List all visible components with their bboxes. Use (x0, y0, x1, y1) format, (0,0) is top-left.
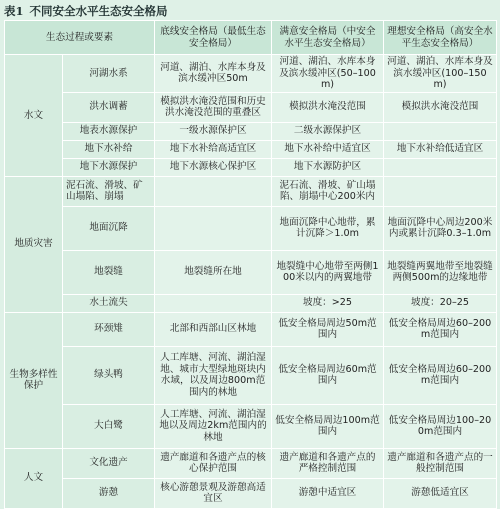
value-cell: 模拟洪水淹没范围 (272, 92, 384, 122)
factor-cell: 游憩 (63, 478, 155, 508)
table-caption-title: 不同安全水平生态安全格局 (29, 4, 168, 18)
value-cell (155, 294, 272, 312)
header-ideal: 理想安全格局（高安全水平生态安全格局） (384, 21, 497, 55)
table-row (5, 55, 497, 93)
value-cell: 地裂缝所在地 (155, 250, 272, 294)
value-cell: 地面沉降中心地带，累计沉降＞1.0m (272, 206, 384, 250)
value-cell (155, 176, 272, 206)
table-row (5, 250, 497, 294)
factor-cell: 河湖水系 (63, 55, 155, 93)
table-row (5, 176, 497, 206)
value-cell: 低安全格局周边60–200m范围内 (384, 346, 497, 404)
value-cell: 遗产廊道和各遗产点的核心保护范围 (155, 448, 272, 478)
value-cell (384, 176, 497, 206)
table-row (5, 158, 497, 176)
value-cell: 坡度：>25 (272, 294, 384, 312)
value-cell: 地裂缝中心地带至两侧100米以内的两翼地带 (272, 250, 384, 294)
factor-cell: 地下水源保护 (63, 158, 155, 176)
value-cell (155, 206, 272, 250)
value-cell: 地下水源核心保护区 (155, 158, 272, 176)
factor-cell: 文化遗产 (63, 448, 155, 478)
table-caption (4, 4, 496, 20)
value-cell: 低安全格局周边100–200m范围内 (384, 404, 497, 448)
value-cell: 游憩中适宜区 (272, 478, 384, 508)
category-cell: 水文 (5, 55, 63, 177)
table-row (5, 312, 497, 346)
header-baseline: 底线安全格局（最低生态安全格局） (155, 21, 272, 55)
header-factor: 生态过程或要素 (5, 21, 155, 55)
table-header-row (5, 21, 497, 55)
value-cell: 河道、湖泊、水库本身及滨水缓冲区50m (155, 55, 272, 93)
value-cell: 地下水源防护区 (272, 158, 384, 176)
value-cell: 游憩低适宜区 (384, 478, 497, 508)
table-row (5, 206, 497, 250)
category-cell: 生物多样性保护 (5, 312, 63, 448)
value-cell: 坡度：20–25 (384, 294, 497, 312)
value-cell: 北部和西部山区林地 (155, 312, 272, 346)
value-cell: 低安全格局周边60m范围内 (272, 346, 384, 404)
table-row (5, 448, 497, 478)
table-row (5, 122, 497, 140)
factor-cell: 地下水补给 (63, 140, 155, 158)
value-cell: 泥石流、滑坡、矿山塌陷、崩塌中心200米内 (272, 176, 384, 206)
table-row (5, 478, 497, 508)
factor-cell: 泥石流、滑坡、矿山塌陷、崩塌 (63, 176, 155, 206)
table-caption-label: 表1 (4, 4, 24, 18)
value-cell: 地下水补给低适宜区 (384, 140, 497, 158)
factor-cell: 洪水调蓄 (63, 92, 155, 122)
value-cell: 遗产廊道和各遗产点的严格控制范围 (272, 448, 384, 478)
factor-cell: 水土流失 (63, 294, 155, 312)
factor-cell: 环颈雉 (63, 312, 155, 346)
factor-cell: 大白鹭 (63, 404, 155, 448)
category-cell: 地质灾害 (5, 176, 63, 312)
value-cell: 核心游憩景观及游憩高适宜区 (155, 478, 272, 508)
value-cell: 模拟洪水淹没范围 (384, 92, 497, 122)
table-row (5, 294, 497, 312)
value-cell: 人工库塘、河流、湖泊湿地以及周边2km范围内的林地 (155, 404, 272, 448)
table-row (5, 92, 497, 122)
factor-cell: 地裂缝 (63, 250, 155, 294)
value-cell: 一级水源保护区 (155, 122, 272, 140)
factor-cell: 地表水源保护 (63, 122, 155, 140)
security-pattern-table (4, 20, 497, 509)
value-cell: 地裂缝两翼地带至地裂缝两侧500m的边缘地带 (384, 250, 497, 294)
value-cell: 地下水补给中适宜区 (272, 140, 384, 158)
value-cell (384, 122, 497, 140)
value-cell: 地下水补给高适宜区 (155, 140, 272, 158)
value-cell: 低安全格局周边50m范围内 (272, 312, 384, 346)
value-cell: 模拟洪水淹没范围和历史洪水淹没范围的重叠区 (155, 92, 272, 122)
table-row (5, 140, 497, 158)
value-cell: 二级水源保护区 (272, 122, 384, 140)
factor-cell: 绿头鸭 (63, 346, 155, 404)
value-cell: 地面沉降中心周边200米内或累计沉降0.3–1.0m (384, 206, 497, 250)
value-cell: 低安全格局周边100m范围内 (272, 404, 384, 448)
value-cell: 河道、湖泊、水库本身及滨水缓冲区(100–150m) (384, 55, 497, 93)
header-satisfactory: 满意安全格局（中安全水平生态安全格局） (272, 21, 384, 55)
value-cell: 河道、湖泊、水库本身及滨水缓冲区(50–100m) (272, 55, 384, 93)
value-cell: 人工库塘、河流、湖泊湿地、城市大型绿地斑块内水域，以及周边800m范围内的林地 (155, 346, 272, 404)
category-cell: 人文 (5, 448, 63, 508)
factor-cell: 地面沉降 (63, 206, 155, 250)
value-cell: 遗产廊道和各遗产点的一般控制范围 (384, 448, 497, 478)
value-cell: 低安全格局周边60–200m范围内 (384, 312, 497, 346)
table-row (5, 404, 497, 448)
value-cell (384, 158, 497, 176)
table-row (5, 346, 497, 404)
